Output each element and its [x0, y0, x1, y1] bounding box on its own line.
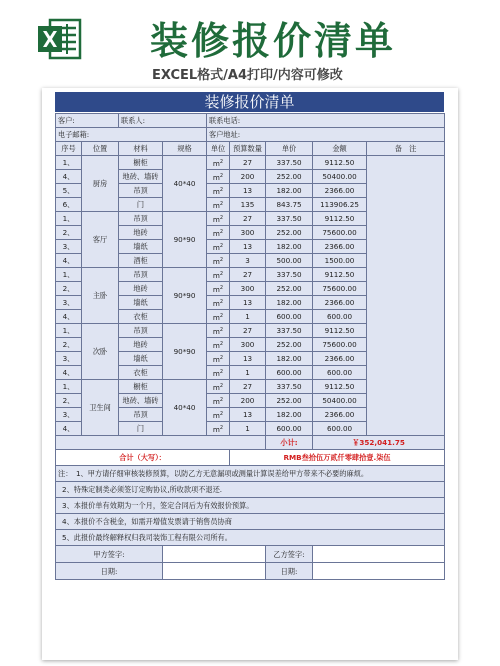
row-number: 1、: [56, 324, 82, 338]
amount-cell: 2366.00: [313, 184, 367, 198]
unit-cell: [207, 310, 230, 324]
phone-label: 联系电话:: [207, 114, 445, 128]
quote-body: [56, 114, 445, 580]
amount-cell: 9112.50: [313, 156, 367, 170]
location-cell: 厨房: [82, 156, 119, 212]
unit-cell: [207, 408, 230, 422]
material-cell: 墙纸: [119, 240, 163, 254]
unit-superscript: 2: [219, 382, 224, 389]
unit-cell: [207, 198, 230, 212]
row-number: 3、: [56, 352, 82, 366]
total-value: RMB叁拾伍万贰仟零肆拾壹.柒伍: [230, 450, 445, 466]
price-cell: 337.50: [266, 324, 313, 338]
column-header: 单价: [266, 142, 313, 156]
table-row: [56, 156, 445, 170]
spec-cell: 90*90: [163, 324, 207, 380]
amount-cell: 2366.00: [313, 352, 367, 366]
unit-cell: [207, 226, 230, 240]
qty-cell: 13: [230, 184, 266, 198]
amount-cell: 2366.00: [313, 240, 367, 254]
total-row: [56, 450, 445, 466]
row-number: 1、: [56, 268, 82, 282]
unit-cell: [207, 422, 230, 436]
qty-cell: 13: [230, 408, 266, 422]
unit-base: m: [212, 326, 220, 336]
unit-cell: [207, 338, 230, 352]
unit-cell: [207, 184, 230, 198]
unit-base: m: [212, 312, 220, 322]
contact-label: 联系人:: [119, 114, 207, 128]
material-cell: 地砖、墙砖: [119, 170, 163, 184]
qty-cell: 27: [230, 212, 266, 226]
spec-cell: 40*40: [163, 380, 207, 436]
unit-cell: [207, 156, 230, 170]
amount-cell: 600.00: [313, 310, 367, 324]
location-cell: 次卧: [82, 324, 119, 380]
column-header: 单位: [207, 142, 230, 156]
unit-cell: [207, 170, 230, 184]
unit-cell: [207, 352, 230, 366]
location-cell: 卫生间: [82, 380, 119, 436]
amount-cell: 50400.00: [313, 394, 367, 408]
row-number: 3、: [56, 296, 82, 310]
amount-cell: 9112.50: [313, 380, 367, 394]
total-label: 合计（大写）：: [56, 450, 230, 466]
signature-area[interactable]: [163, 563, 266, 580]
row-number: 4、: [56, 366, 82, 380]
unit-superscript: 2: [219, 214, 224, 221]
row-number: 4、: [56, 254, 82, 268]
material-cell: 墙纸: [119, 296, 163, 310]
location-cell: 客厅: [82, 212, 119, 268]
unit-base: m: [212, 298, 220, 308]
amount-cell: 2366.00: [313, 296, 367, 310]
amount-cell: 600.00: [313, 366, 367, 380]
price-cell: 182.00: [266, 352, 313, 366]
row-number: 2、: [56, 394, 82, 408]
row-number: 4、: [56, 170, 82, 184]
unit-superscript: 2: [219, 312, 224, 319]
column-header: 金额: [313, 142, 367, 156]
qty-cell: 13: [230, 352, 266, 366]
unit-superscript: 2: [219, 256, 224, 263]
qty-cell: 27: [230, 268, 266, 282]
column-header: 备 注: [367, 142, 445, 156]
qty-cell: 1: [230, 310, 266, 324]
unit-superscript: 2: [219, 270, 224, 277]
price-cell: 337.50: [266, 212, 313, 226]
column-header: 材料: [119, 142, 163, 156]
row-number: 1、: [56, 212, 82, 226]
signature-row: [56, 546, 445, 563]
amount-cell: 75600.00: [313, 338, 367, 352]
unit-base: m: [212, 270, 220, 280]
signature-area[interactable]: [163, 546, 266, 563]
unit-superscript: 2: [219, 354, 224, 361]
qty-cell: 27: [230, 156, 266, 170]
material-cell: 橱柜: [119, 156, 163, 170]
unit-cell: [207, 282, 230, 296]
column-header: 序号: [56, 142, 82, 156]
qty-cell: 300: [230, 282, 266, 296]
signature-row: [56, 563, 445, 580]
unit-superscript: 2: [219, 228, 224, 235]
price-cell: 252.00: [266, 282, 313, 296]
qty-cell: 27: [230, 324, 266, 338]
unit-cell: [207, 212, 230, 226]
price-cell: 252.00: [266, 170, 313, 184]
price-cell: 843.75: [266, 198, 313, 212]
qty-cell: 27: [230, 380, 266, 394]
row-number: 1、: [56, 380, 82, 394]
unit-base: m: [212, 214, 220, 224]
unit-base: m: [212, 172, 220, 182]
subtotal-label: 小计:: [266, 436, 313, 450]
unit-superscript: 2: [219, 172, 224, 179]
unit-base: m: [212, 410, 220, 420]
row-number: 3、: [56, 240, 82, 254]
party-a-date-label: 日期:: [56, 563, 163, 580]
spec-cell: 90*90: [163, 212, 207, 268]
sheet-title: 装修报价清单: [55, 92, 444, 112]
price-cell: 182.00: [266, 240, 313, 254]
price-cell: 182.00: [266, 184, 313, 198]
subtotal-spacer: [56, 436, 266, 450]
amount-cell: 75600.00: [313, 226, 367, 240]
note-text: 5、此报价最终解释权归我司装饰工程有限公司所有。: [56, 530, 445, 546]
spec-cell: 40*40: [163, 156, 207, 212]
customer-label: 客户:: [56, 114, 119, 128]
material-cell: 地砖、墙砖: [119, 394, 163, 408]
page-subtitle: EXCEL格式/A4打印/内容可修改: [152, 68, 343, 83]
location-cell: 主卧: [82, 268, 119, 324]
qty-cell: 135: [230, 198, 266, 212]
amount-cell: 9112.50: [313, 268, 367, 282]
column-header: 规格: [163, 142, 207, 156]
email-label: 电子邮箱:: [56, 128, 207, 142]
row-number: 2、: [56, 226, 82, 240]
material-cell: 衣柜: [119, 310, 163, 324]
address-label: 客户地址:: [207, 128, 445, 142]
qty-cell: 300: [230, 338, 266, 352]
page-title: 装修报价清单: [150, 19, 397, 63]
unit-base: m: [212, 256, 220, 266]
material-cell: 衣柜: [119, 366, 163, 380]
unit-cell: [207, 254, 230, 268]
price-cell: 182.00: [266, 296, 313, 310]
unit-superscript: 2: [219, 158, 224, 165]
amount-cell: 113906.25: [313, 198, 367, 212]
signature-area[interactable]: [313, 546, 445, 563]
unit-base: m: [212, 200, 220, 210]
unit-superscript: 2: [219, 368, 224, 375]
qty-cell: 13: [230, 296, 266, 310]
amount-cell: 75600.00: [313, 282, 367, 296]
note-text: 3、本报价单有效期为一个月，签定合同后为有效报价预算。: [56, 498, 445, 514]
material-cell: 吊顶: [119, 212, 163, 226]
unit-base: m: [212, 340, 220, 350]
qty-cell: 200: [230, 394, 266, 408]
signature-area[interactable]: [313, 563, 445, 580]
qty-cell: 200: [230, 170, 266, 184]
price-cell: 252.00: [266, 338, 313, 352]
unit-superscript: 2: [219, 410, 224, 417]
note-text: 2、特殊定制类必须签订定购协议,所收款项不退还.: [56, 482, 445, 498]
unit-base: m: [212, 242, 220, 252]
unit-base: m: [212, 228, 220, 238]
material-cell: 门: [119, 198, 163, 212]
note-row: [56, 514, 445, 530]
subtotal-row: [56, 436, 445, 450]
row-number: 2、: [56, 338, 82, 352]
material-cell: 地砖: [119, 226, 163, 240]
material-cell: 吊顶: [119, 184, 163, 198]
unit-superscript: 2: [219, 340, 224, 347]
unit-base: m: [212, 382, 220, 392]
price-cell: 337.50: [266, 380, 313, 394]
unit-superscript: 2: [219, 326, 224, 333]
qty-cell: 13: [230, 240, 266, 254]
note-text: 4、本报价不含税金，如需开增值发票请于销售员协商: [56, 514, 445, 530]
spec-cell: 90*90: [163, 268, 207, 324]
material-cell: 橱柜: [119, 380, 163, 394]
qty-cell: 3: [230, 254, 266, 268]
unit-superscript: 2: [219, 242, 224, 249]
column-header: 预算数量: [230, 142, 266, 156]
material-cell: 地砖: [119, 338, 163, 352]
unit-cell: [207, 240, 230, 254]
material-cell: 门: [119, 422, 163, 436]
unit-superscript: 2: [219, 200, 224, 207]
unit-cell: [207, 296, 230, 310]
note-row: [56, 530, 445, 546]
party-a-sign-label: 甲方签字:: [56, 546, 163, 563]
qty-cell: 1: [230, 366, 266, 380]
unit-cell: [207, 268, 230, 282]
unit-superscript: 2: [219, 396, 224, 403]
unit-cell: [207, 366, 230, 380]
amount-cell: 9112.50: [313, 324, 367, 338]
price-cell: 600.00: [266, 310, 313, 324]
price-cell: 500.00: [266, 254, 313, 268]
price-cell: 182.00: [266, 408, 313, 422]
unit-base: m: [212, 396, 220, 406]
row-number: 5、: [56, 184, 82, 198]
quote-table: [55, 113, 445, 580]
row-number: 1、: [56, 156, 82, 170]
note-row: [56, 498, 445, 514]
unit-base: m: [212, 158, 220, 168]
unit-base: m: [212, 354, 220, 364]
price-cell: 600.00: [266, 422, 313, 436]
amount-cell: 1500.00: [313, 254, 367, 268]
unit-cell: [207, 380, 230, 394]
unit-superscript: 2: [219, 424, 224, 431]
row-number: 3、: [56, 408, 82, 422]
unit-cell: [207, 324, 230, 338]
material-cell: 酒柜: [119, 254, 163, 268]
price-cell: 337.50: [266, 268, 313, 282]
excel-icon: [36, 16, 82, 62]
row-number: 4、: [56, 310, 82, 324]
amount-cell: 9112.50: [313, 212, 367, 226]
unit-base: m: [212, 424, 220, 434]
price-cell: 337.50: [266, 156, 313, 170]
subtotal-value: ￥352,041.75: [313, 436, 445, 450]
material-cell: 墙纸: [119, 352, 163, 366]
material-cell: 地砖: [119, 282, 163, 296]
material-cell: 吊顶: [119, 408, 163, 422]
column-header-row: [56, 142, 445, 156]
material-cell: 吊顶: [119, 268, 163, 282]
quote-sheet: [42, 88, 458, 660]
row-number: 6、: [56, 198, 82, 212]
unit-superscript: 2: [219, 186, 224, 193]
row-number: 2、: [56, 282, 82, 296]
note-row: [56, 482, 445, 498]
party-b-sign-label: 乙方签字:: [266, 546, 313, 563]
note-text: 注： 1、甲方请仔细审核装修预算，以防乙方无意漏项或测量计算误差给甲方带来不必要的麻烦。: [56, 466, 445, 482]
unit-base: m: [212, 284, 220, 294]
unit-superscript: 2: [219, 284, 224, 291]
unit-cell: [207, 394, 230, 408]
price-cell: 252.00: [266, 394, 313, 408]
row-number: 4、: [56, 422, 82, 436]
note-row: [56, 466, 445, 482]
qty-cell: 300: [230, 226, 266, 240]
amount-cell: 2366.00: [313, 408, 367, 422]
material-cell: 吊顶: [119, 324, 163, 338]
price-cell: 252.00: [266, 226, 313, 240]
remarks-cell: [367, 156, 445, 436]
price-cell: 600.00: [266, 366, 313, 380]
column-header: 位置: [82, 142, 119, 156]
unit-superscript: 2: [219, 298, 224, 305]
qty-cell: 1: [230, 422, 266, 436]
amount-cell: 50400.00: [313, 170, 367, 184]
party-b-date-label: 日期:: [266, 563, 313, 580]
unit-base: m: [212, 368, 220, 378]
unit-base: m: [212, 186, 220, 196]
amount-cell: 600.00: [313, 422, 367, 436]
